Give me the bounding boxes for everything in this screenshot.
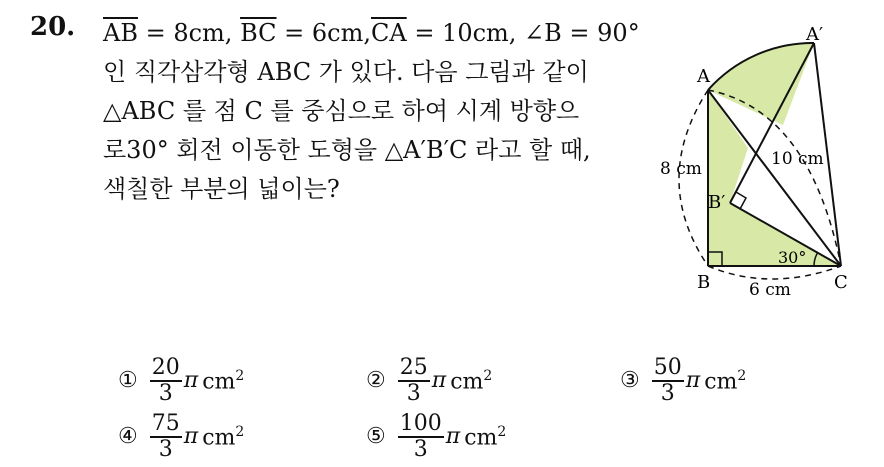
segment-bc: $\overline{BC}$ (240, 19, 277, 47)
choice-1-pi: π (183, 368, 199, 394)
choice-2-denominator: 3 (406, 380, 421, 406)
label-b-prime: B′ (708, 192, 726, 213)
choice-5-unit: $cm^2$ (464, 423, 507, 450)
stem-line-2: 인 직각삼각형 ABC 가 있다. 다음 그림과 같이 (103, 58, 589, 86)
choice-1-fraction (150, 356, 182, 406)
choice-1-denominator: 3 (158, 380, 173, 406)
label-len-ab: 8 cm (660, 159, 702, 179)
segment-ab: $\overline{AB}$ (103, 19, 138, 47)
choice-5-marker: ⑤ (366, 424, 386, 450)
choice-4[interactable] (118, 412, 244, 462)
label-a-prime: A′ (806, 24, 824, 45)
choice-4-denominator: 3 (158, 436, 173, 462)
label-len-ca: 10 cm (771, 149, 824, 169)
bc-length: = 6cm, (276, 19, 371, 47)
choice-5-pi: π (445, 424, 461, 450)
choice-3-denominator: 3 (660, 380, 675, 406)
ab-length: = 8cm, (137, 19, 241, 47)
choice-2[interactable] (366, 356, 492, 406)
choice-1-numerator: 20 (151, 355, 180, 380)
stem-line-1 (103, 14, 648, 53)
ca-length-angle: = 10cm, ∠B = 90° (406, 19, 640, 47)
choice-2-unit: $cm^2$ (450, 367, 493, 394)
label-b: B (697, 272, 711, 293)
stem-line-3: △ABC 를 점 C 를 중심으로 하여 시계 방향으 (103, 97, 580, 125)
choice-5-numerator: 100 (399, 411, 442, 436)
choice-3-numerator: 50 (653, 355, 682, 380)
rotation-figure (655, 14, 884, 304)
dashed-arc-bc (708, 266, 841, 279)
stem-line-4: 로30° 회전 이동한 도형을 △A′B′C 라고 할 때, (103, 136, 591, 164)
choice-3-unit: $cm^2$ (704, 367, 747, 394)
choice-1[interactable] (118, 356, 244, 406)
choice-5[interactable] (366, 412, 506, 462)
choice-5-fraction (398, 412, 444, 462)
choice-5-denominator: 3 (413, 436, 428, 462)
question-stem (103, 14, 648, 209)
choice-3-marker: ③ (620, 368, 640, 394)
stem-line-5: 색칠한 부분의 넓이는? (103, 175, 340, 203)
choice-4-unit: $cm^2$ (202, 423, 245, 450)
choice-1-unit: $cm^2$ (202, 367, 245, 394)
label-angle-30: 30° (778, 248, 807, 267)
choice-4-fraction (150, 412, 182, 462)
choice-2-marker: ② (366, 368, 386, 394)
choice-3[interactable] (620, 356, 746, 406)
choice-4-marker: ④ (118, 424, 138, 450)
choice-2-fraction (398, 356, 430, 406)
label-c: C (834, 272, 848, 293)
choice-4-numerator: 75 (151, 411, 180, 436)
segment-ca: $\overline{CA}$ (370, 19, 407, 47)
label-a: A (697, 66, 710, 87)
choice-2-pi: π (431, 368, 447, 394)
choice-2-numerator: 25 (399, 355, 428, 380)
figure-svg (655, 14, 884, 304)
question-number: 20. (30, 12, 76, 42)
choice-4-pi: π (183, 424, 199, 450)
label-len-bc: 6 cm (749, 280, 791, 300)
choice-1-marker: ① (118, 368, 138, 394)
choice-3-fraction (652, 356, 684, 406)
choice-3-pi: π (685, 368, 701, 394)
